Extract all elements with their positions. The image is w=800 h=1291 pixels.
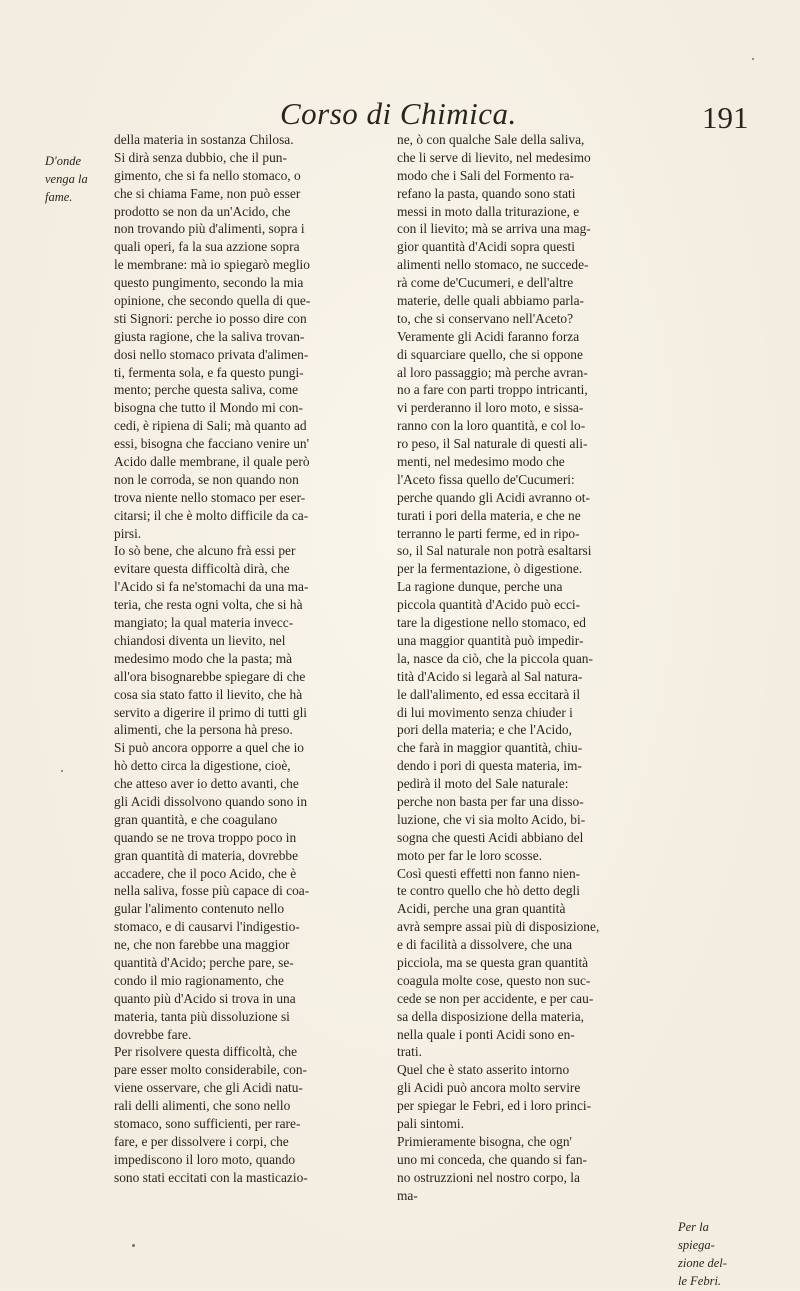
text-line: chiandosi diventa un lievito, nel — [114, 632, 286, 648]
text-line: pedirà il moto del Sale naturale: — [397, 776, 569, 792]
paper-speck — [752, 58, 754, 60]
text-line: cedi, è ripiena di Sali; mà quanto ad — [114, 418, 307, 434]
text-line: questo pungimento, secondo la mia — [114, 275, 304, 291]
text-line: gli Acidi può ancora molto servire — [397, 1080, 581, 1096]
text-line: ma- — [397, 1187, 418, 1203]
text-line: terranno le parti ferme, ed in ripo- — [397, 525, 580, 541]
text-line: perche non basta per far una disso- — [397, 793, 584, 809]
margin-note-line: le Febri. — [678, 1273, 722, 1288]
text-line: ro peso, il Sal naturale di questi ali- — [397, 436, 588, 452]
text-line: mento; perche questa saliva, come — [114, 382, 299, 398]
text-line: rà come de'Cucumeri, e dell'altre — [397, 275, 574, 291]
text-line: materie, delle quali abbiamo parla- — [397, 293, 585, 309]
text-line: mangiato; la qual materia invecc- — [114, 615, 294, 631]
running-title: Corso di Chimica. — [280, 96, 517, 131]
margin-note-line: spiega- — [678, 1237, 715, 1252]
paper-speck — [132, 1244, 135, 1247]
text-line: bisogna che tutto il Mondo mi con- — [114, 400, 303, 416]
text-line: e di facilità a dissolvere, che una — [397, 937, 573, 953]
text-line: messi in moto dalla triturazione, e — [397, 203, 580, 219]
text-line: Veramente gli Acidi faranno forza — [397, 328, 580, 344]
text-line: quantità d'Acido; perche pare, se- — [114, 954, 294, 970]
text-line: pirsi. — [114, 525, 142, 541]
text-line: fare, e per dissolvere i corpi, che — [114, 1133, 289, 1149]
text-line: dosi nello stomaco privata d'alimen- — [114, 346, 309, 362]
text-line: sa della disposizione della materia, — [397, 1008, 585, 1024]
text-line: ne, che non farebbe una maggior — [114, 937, 290, 953]
text-line: le dall'alimento, ed essa eccitarà il — [397, 686, 581, 702]
margin-note-line: Per la — [678, 1220, 709, 1234]
text-line: quali operi, fa la sua azzione sopra — [114, 239, 300, 255]
text-line: so, il Sal naturale non potrà esaltarsi — [397, 543, 592, 559]
text-line: sogna che questi Acidi abbiano del — [397, 829, 584, 845]
right-text-column — [397, 131, 669, 1204]
text-line: gran quantità di materia, dovrebbe — [114, 847, 299, 863]
text-line: ne, ò con qualche Sale della saliva, — [397, 132, 585, 147]
text-line: pori della materia; e che l'Acido, — [397, 722, 572, 738]
text-line: gli Acidi dissolvono quando sono in — [114, 793, 308, 809]
text-line: accadere, che il poco Acido, che è — [114, 865, 297, 881]
text-line: modo che i Sali del Formento ra- — [397, 167, 575, 183]
text-line: giusta ragione, che la saliva trovan- — [114, 328, 305, 344]
text-line: picciola, ma se questa gran quantità — [397, 954, 589, 970]
text-line: gular l'alimento contenuto nello — [114, 901, 285, 917]
left-text-column — [114, 131, 392, 1187]
text-line: sono stati eccitati con la masticazio- — [114, 1169, 308, 1185]
margin-note-line: D'onde — [45, 154, 81, 168]
text-line: Quel che è stato asserito intorno — [397, 1062, 570, 1078]
text-line: una maggior quantità può impedir- — [397, 632, 584, 648]
text-line: con il lievito; mà se arriva una mag- — [397, 221, 591, 237]
text-line: Io sò bene, che alcuno frà essi per — [114, 543, 296, 559]
margin-note-line: fame. — [45, 189, 73, 204]
text-line: te contro quello che hò detto degli — [397, 883, 580, 899]
margin-note-line: venga la — [45, 171, 88, 186]
text-line: all'ora bisognarebbe spiegare di che — [114, 668, 306, 684]
text-line: vi perderanno il loro moto, e sissa- — [397, 400, 584, 416]
text-line: ranno con la loro quantità, e col lo- — [397, 418, 586, 434]
text-line: prodotto se non da un'Acido, che — [114, 203, 291, 219]
text-line: trati. — [397, 1044, 422, 1060]
text-line: no a fare con parti troppo intricanti, — [397, 382, 588, 398]
text-line: citarsi; il che è molto difficile da ca- — [114, 507, 309, 523]
text-line: ti, fermenta sola, e fa questo pungi- — [114, 364, 304, 380]
text-line: la, nasce da ciò, che la piccola quan- — [397, 650, 593, 666]
text-line: per la fermentazione, ò digestione. — [397, 561, 583, 577]
text-line: turati i pori della materia, e che ne — [397, 507, 581, 523]
text-line: piccola quantità d'Acido può ecci- — [397, 597, 581, 613]
text-line: gimento, che si fa nello stomaco, o — [114, 167, 301, 183]
text-line: materia, tanta più dissoluzione si — [114, 1008, 290, 1024]
margin-note-febri — [678, 1219, 727, 1291]
text-line: sti Signori: perche io posso dire con — [114, 310, 307, 326]
text-line: tare la digestione nello stomaco, ed — [397, 615, 586, 631]
margin-note-line: zione del- — [678, 1255, 727, 1270]
text-line: pali sintomi. — [397, 1115, 464, 1131]
text-line: nella quale i ponti Acidi sono en- — [397, 1026, 575, 1042]
text-line: l'Aceto fissa quello de'Cucumeri: — [397, 471, 575, 487]
text-line: che atteso aver io detto avanti, che — [114, 776, 299, 792]
text-line: alimenti, che la persona hà preso. — [114, 722, 293, 738]
text-line: teria, che resta ogni volta, che si hà — [114, 597, 303, 613]
text-line: nella saliva, fosse più capace di coa- — [114, 883, 310, 899]
text-line: essi, bisogna che facciano venire un' — [114, 436, 310, 452]
text-line: condo il mio ragionamento, che — [114, 972, 284, 988]
text-line: Primieramente bisogna, che ogn' — [397, 1133, 572, 1149]
text-line: trova niente nello stomaco per eser- — [114, 489, 306, 505]
text-line: di squarciare quello, che si oppone — [397, 346, 583, 362]
text-line: stomaco, e di causarvi l'indigestio- — [114, 919, 300, 935]
text-line: Acido dalle membrane, il quale però — [114, 454, 310, 470]
page-number: 191 — [702, 100, 749, 135]
text-line: che farà in maggior quantità, chiu- — [397, 740, 583, 756]
text-line: Si dirà senza dubbio, che il pun- — [114, 149, 287, 165]
text-line: l'Acido si fa ne'stomachi da una ma- — [114, 579, 309, 595]
text-line: viene osservare, che gli Acidi natu- — [114, 1080, 303, 1096]
text-line: stomaco, sono sufficienti, per rare- — [114, 1115, 301, 1131]
text-line: cede se non per accidente, e per cau- — [397, 990, 594, 1006]
text-line: opinione, che secondo quella di que- — [114, 293, 311, 309]
text-line: luzione, che vi sia molto Acido, bi- — [397, 811, 586, 827]
text-line: gran quantità, e che coagulano — [114, 811, 278, 827]
text-line: menti, nel medesimo modo che — [397, 454, 565, 470]
text-line: alimenti nello stomaco, ne succede- — [397, 257, 589, 273]
text-line: coagula molte cose, questo non suc- — [397, 972, 591, 988]
text-line: Così questi effetti non fanno nien- — [397, 865, 581, 881]
text-line: quando se ne trova troppo poco in — [114, 829, 297, 845]
text-line: rali delli alimenti, che sono nello — [114, 1098, 291, 1114]
margin-note-fame — [45, 153, 88, 207]
text-line: gior quantità d'Acidi sopra questi — [397, 239, 575, 255]
text-line: che si chiama Fame, non può esser — [114, 185, 301, 201]
text-line: evitare questa difficoltà dirà, che — [114, 561, 290, 577]
text-line: Per risolvere questa difficoltà, che — [114, 1044, 298, 1060]
text-line: to, che si conservano nell'Aceto? — [397, 310, 574, 326]
text-line: La ragione dunque, perche una — [397, 579, 563, 595]
text-line: di lui movimento senza chiuder i — [397, 704, 573, 720]
text-line: al loro passaggio; mà perche avran- — [397, 364, 588, 380]
text-line: pare esser molto considerabile, con- — [114, 1062, 307, 1078]
text-line: Acidi, perche una gran quantità — [397, 901, 566, 917]
text-line: quanto più d'Acido si trova in una — [114, 990, 296, 1006]
text-line: refano la pasta, quando sono stati — [397, 185, 576, 201]
text-line: impediscono il loro moto, quando — [114, 1151, 296, 1167]
text-line: non le corroda, se non quando non — [114, 471, 299, 487]
text-line: servito a digerire il primo di tutti gli — [114, 704, 308, 720]
text-line: cosa sia stato fatto il lievito, che hà — [114, 686, 303, 702]
text-line: tità d'Acido si legarà al Sal natura- — [397, 668, 583, 684]
text-line: medesimo modo che la pasta; mà — [114, 650, 293, 666]
text-line: non trovando più d'alimenti, sopra i — [114, 221, 305, 237]
text-line: dovrebbe fare. — [114, 1026, 192, 1042]
text-line: della materia in sostanza Chilosa. — [114, 132, 294, 147]
text-line: no ostruzzioni nel nostro corpo, la — [397, 1169, 580, 1185]
text-line: per spiegar le Febri, ed i loro princi- — [397, 1098, 592, 1114]
text-line: Si può ancora opporre a quel che io — [114, 740, 305, 756]
text-line: moto per far le loro scosse. — [397, 847, 543, 863]
paper-speck — [61, 770, 63, 772]
text-line: hò detto circa la digestione, cioè, — [114, 758, 291, 774]
text-line: avrà sempre assai più di disposizione, — [397, 919, 600, 935]
text-line: che li serve di lievito, nel medesimo — [397, 149, 591, 165]
text-line: perche quando gli Acidi avranno ot- — [397, 489, 590, 505]
text-line: dendo i pori di questa materia, im- — [397, 758, 582, 774]
text-line: le membrane: mà io spiegarò meglio — [114, 257, 310, 273]
text-line: uno mi conceda, che quando si fan- — [397, 1151, 588, 1167]
